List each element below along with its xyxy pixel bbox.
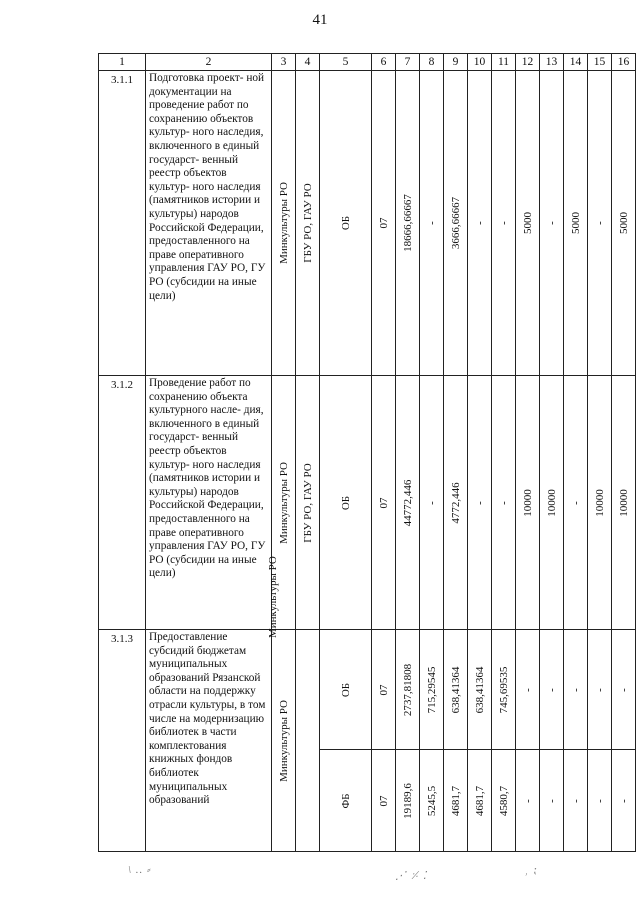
value-cell: - [492, 376, 516, 630]
header-cell: 9 [444, 54, 468, 71]
page-number: 41 [312, 12, 328, 28]
value-cell: - [588, 71, 612, 376]
value-cell: - [612, 750, 636, 852]
header-cell: 4 [296, 54, 320, 71]
value-cell: 19189,6 [396, 750, 420, 852]
value-cell: - [564, 750, 588, 852]
header-cell: 5 [320, 54, 372, 71]
code-cell: 07 [372, 376, 396, 630]
table-row [99, 630, 636, 750]
value-cell: 638,41364 [444, 630, 468, 750]
value-cell: 3666,66667 [444, 71, 468, 376]
header-cell: 10 [468, 54, 492, 71]
value-cell: - [420, 376, 444, 630]
header-row [99, 54, 636, 71]
value-cell: 4681,7 [468, 750, 492, 852]
header-cell: 16 [612, 54, 636, 71]
value-cell: - [540, 750, 564, 852]
value-cell: - [612, 630, 636, 750]
code-cell: 07 [372, 630, 396, 750]
value-cell: - [420, 71, 444, 376]
header-cell: 3 [272, 54, 296, 71]
code-cell: 07 [372, 750, 396, 852]
program-table [98, 53, 636, 852]
budget-source-cell: ОБ [320, 376, 372, 630]
executor-cell: Минкультуры РО [296, 630, 320, 852]
row-name: Предоставление субсидий бюджетам муниципальных образований Рязанской области на поддержку отрасли культуры, в том числе на модернизацию библиотек в части комплектования книжных фондов библиотек муниципальных образований [146, 630, 272, 852]
value-cell: 10000 [516, 376, 540, 630]
value-cell: - [588, 750, 612, 852]
value-cell: 44772,446 [396, 376, 420, 630]
value-cell: 4681,7 [444, 750, 468, 852]
value-cell: 4580,7 [492, 750, 516, 852]
value-cell: 10000 [540, 376, 564, 630]
header-cell: 15 [588, 54, 612, 71]
value-cell: - [564, 630, 588, 750]
scan-mark: ⸒ ⁏ [525, 864, 538, 876]
budget-source-cell: ОБ [320, 630, 372, 750]
value-cell: 18666,66667 [396, 71, 420, 376]
responsible-cell: Минкультуры РО [272, 630, 296, 852]
responsible-cell: Минкультуры РО [272, 71, 296, 376]
scan-mark: ⋰ ⸓ ⁚ [395, 870, 428, 882]
scan-marks [0, 860, 640, 890]
value-cell: 715,29545 [420, 630, 444, 750]
value-cell: 2737,81808 [396, 630, 420, 750]
value-cell: - [516, 630, 540, 750]
value-cell: - [492, 71, 516, 376]
value-cell: - [540, 71, 564, 376]
row-name: Подготовка проект- ной документации на проведение работ по сохранению объектов культур- ного наследия, включенного в единый государст- венный реестр объектов культур- ного наследия (памятников истории и культуры) народов Российской Федерации, предоставленного на праве оперативного управления ГАУ РО, ГУ РО (субсидии на иные цели) [146, 71, 272, 376]
executor-cell: ГБУ РО, ГАУ РО [296, 376, 320, 630]
header-cell: 6 [372, 54, 396, 71]
value-cell: 638,41364 [468, 630, 492, 750]
value-cell: 745,69535 [492, 630, 516, 750]
responsible-cell: Минкультуры РО [272, 376, 296, 630]
value-cell: 10000 [612, 376, 636, 630]
table-row [99, 71, 636, 376]
value-cell: 5000 [612, 71, 636, 376]
value-cell: 5000 [516, 71, 540, 376]
value-cell: 4772,446 [444, 376, 468, 630]
value-cell: - [540, 630, 564, 750]
header-cell: 8 [420, 54, 444, 71]
header-cell: 1 [99, 54, 146, 71]
value-cell: 10000 [588, 376, 612, 630]
code-cell: 07 [372, 71, 396, 376]
scan-mark: \ .. ⸗ [128, 864, 152, 876]
value-cell: 5245,5 [420, 750, 444, 852]
value-cell: - [468, 376, 492, 630]
header-cell: 14 [564, 54, 588, 71]
value-cell: - [564, 376, 588, 630]
header-cell: 2 [146, 54, 272, 71]
table-row [99, 376, 636, 630]
value-cell: - [468, 71, 492, 376]
budget-source-cell: ФБ [320, 750, 372, 852]
executor-cell: ГБУ РО, ГАУ РО [296, 71, 320, 376]
row-number: 3.1.3 [99, 630, 146, 852]
value-cell: - [588, 630, 612, 750]
header-cell: 11 [492, 54, 516, 71]
row-number: 3.1.1 [99, 71, 146, 376]
header-cell: 13 [540, 54, 564, 71]
header-cell: 7 [396, 54, 420, 71]
budget-source-cell: ОБ [320, 71, 372, 376]
value-cell: - [516, 750, 540, 852]
value-cell: 5000 [564, 71, 588, 376]
header-cell: 12 [516, 54, 540, 71]
row-name: Проведение работ по сохранению объекта культурного насле- дия, включенного в единый государст- венный реестр объектов культур- ного наследия (памятников истории и культуры) народов Российской Федерации, предоставленного на праве оперативного управления ГАУ РО, ГУ РО (субсидии на иные цели) [146, 376, 272, 630]
row-number: 3.1.2 [99, 376, 146, 630]
